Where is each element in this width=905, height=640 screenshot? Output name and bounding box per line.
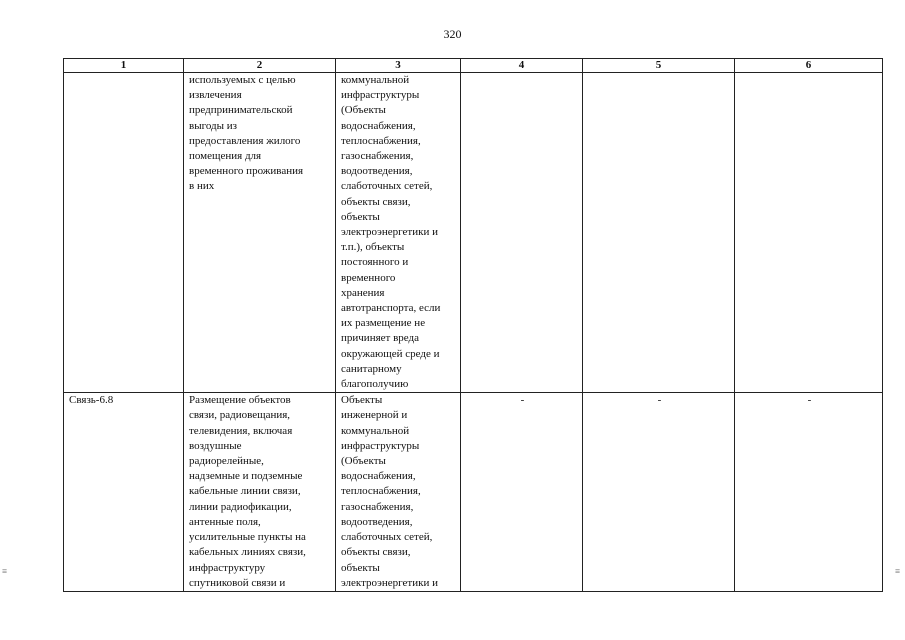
table-cell-auxiliary-use: коммунальной инфраструктуры (Объекты водоснабжения, теплоснабжения, газоснабжения, водоотведения, слаботочных сетей, объекты связи, объекты электроэнергетики и т.п.), объекты постоянного и временного хранения автотранспорта, если их размещение не причиняет вреда окружающей среде и санитарному благополучию <box>336 73 461 393</box>
column-header-6: 6 <box>735 59 883 73</box>
scan-edge-mark-left: ≡ <box>2 566 8 576</box>
column-header-2: 2 <box>184 59 336 73</box>
table-cell-code <box>64 73 184 393</box>
table-cell-col6: - <box>735 393 883 592</box>
table-cell-auxiliary-use: Объекты инженерной и коммунальной инфраструктуры (Объекты водоснабжения, теплоснабжения, газоснабжения, водоотведения, слаботочных сетей, объекты связи, объекты электроэнергетики и <box>336 393 461 592</box>
scan-edge-mark-right: ≡ <box>895 566 901 576</box>
table-row <box>64 393 883 592</box>
table-cell-col5 <box>583 73 735 393</box>
page-number: 320 <box>443 27 462 41</box>
column-header-5: 5 <box>583 59 735 73</box>
column-header-1: 1 <box>64 59 184 73</box>
table-cell-col4: - <box>461 393 583 592</box>
table-cell-description: Размещение объектов связи, радиовещания, телевидения, включая воздушные радиорелейные, надземные и подземные кабельные линии связи, линии радиофикации, антенные поля, усилительные пункты на кабельных линиях связи, инфраструктуру спутниковой связи и <box>184 393 336 592</box>
regulations-table <box>63 58 883 592</box>
column-header-4: 4 <box>461 59 583 73</box>
table-row <box>64 73 883 393</box>
table-cell-col5: - <box>583 393 735 592</box>
table-cell-code: Связь-6.8 <box>64 393 184 592</box>
table-header-row <box>64 59 883 73</box>
table-cell-col6 <box>735 73 883 393</box>
table-cell-description: используемых с целью извлечения предпринимательской выгоды из предоставления жилого помещения для временного проживания в них <box>184 73 336 393</box>
column-header-3: 3 <box>336 59 461 73</box>
table-cell-col4 <box>461 73 583 393</box>
